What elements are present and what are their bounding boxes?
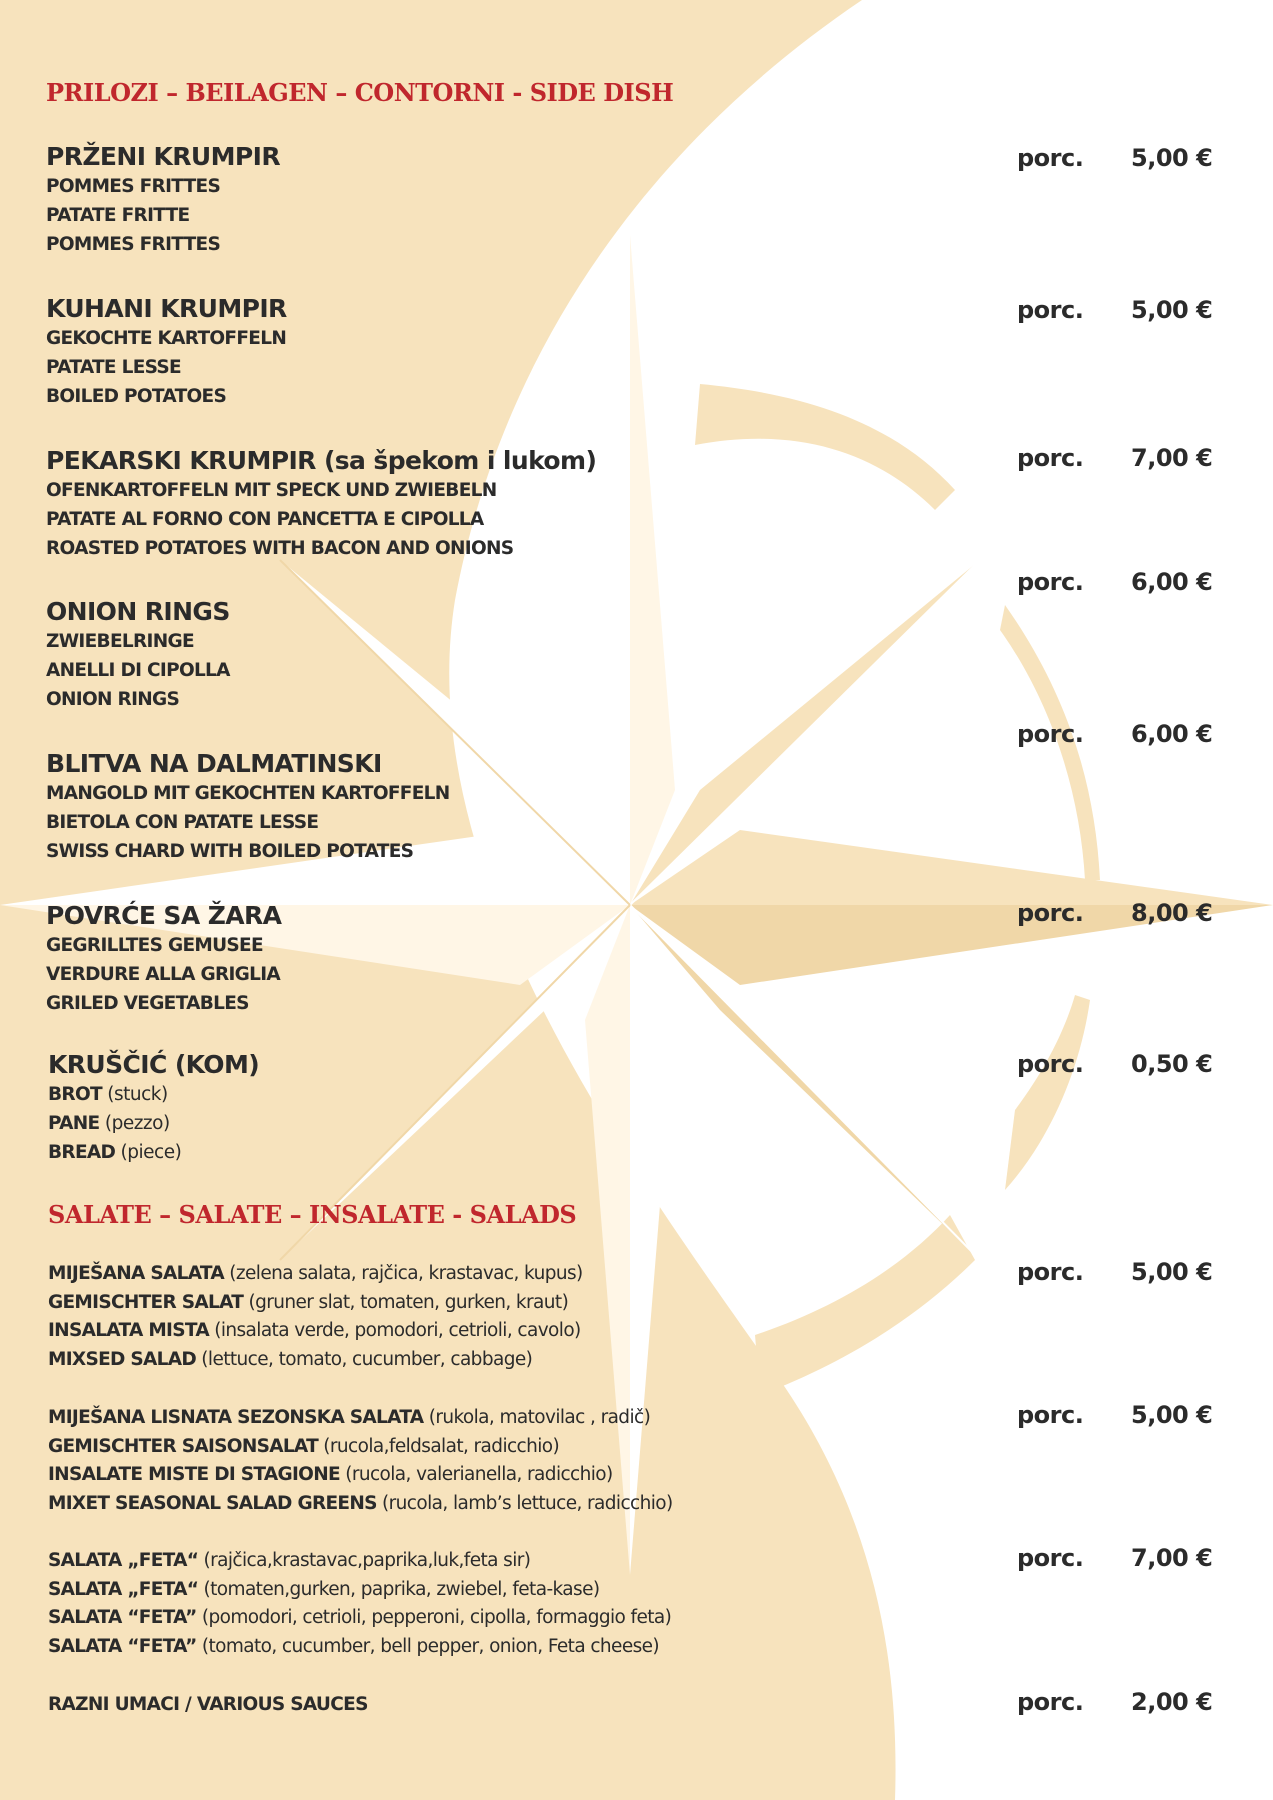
salad-line: SALATA „FETA“ (rajčica,krastavac,paprika,luk,feta sir) bbox=[48, 1550, 531, 1571]
item-name: PRŽENI KRUMPIR bbox=[46, 142, 280, 171]
item-translation: GEGRILLTES GEMUSEE bbox=[46, 935, 263, 956]
item-price: 8,00 € bbox=[1131, 899, 1213, 927]
salad-line: RAZNI UMACI / VARIOUS SAUCES bbox=[48, 1694, 368, 1715]
section-title-salads: SALATE – SALATE – INSALATE - SALADS bbox=[48, 1200, 577, 1229]
sauces-item bbox=[48, 1691, 368, 1720]
salad-line: GEMISCHTER SAISONSALAT (rucola,feldsalat, radicchio) bbox=[48, 1435, 560, 1457]
menu-item bbox=[46, 294, 287, 411]
salad-item bbox=[48, 1260, 583, 1375]
item-price: 6,00 € bbox=[1131, 568, 1213, 596]
item-unit: porc. bbox=[1017, 1401, 1084, 1429]
item-translation: PATATE AL FORNO CON PANCETTA E CIPOLLA bbox=[46, 509, 484, 530]
item-unit: porc. bbox=[1017, 568, 1084, 596]
item-price: 5,00 € bbox=[1131, 1258, 1213, 1286]
item-translation: GEKOCHTE KARTOFFELN bbox=[46, 328, 287, 349]
salad-line: MIXET SEASONAL SALAD GREENS (rucola, lamb’s lettuce, radicchio) bbox=[48, 1493, 673, 1515]
salad-line: MIXSED SALAD (lettuce, tomato, cucumber, cabbage) bbox=[48, 1349, 533, 1371]
item-price: 7,00 € bbox=[1131, 444, 1213, 472]
item-unit: porc. bbox=[1017, 444, 1084, 472]
item-translation: GRILED VEGETABLES bbox=[46, 993, 249, 1014]
item-translation: PATATE FRITTE bbox=[46, 205, 190, 226]
item-price: 5,00 € bbox=[1131, 1401, 1213, 1429]
item-price: 6,00 € bbox=[1131, 720, 1213, 748]
item-translation: OFENKARTOFFELN MIT SPECK UND ZWIEBELN bbox=[46, 480, 497, 501]
item-price: 2,00 € bbox=[1131, 1688, 1213, 1716]
item-unit: porc. bbox=[1017, 1050, 1084, 1078]
salad-line: INSALATE MISTE DI STAGIONE (rucola, valerianella, radicchio) bbox=[48, 1464, 613, 1486]
salad-item bbox=[48, 1404, 673, 1519]
item-name: ONION RINGS bbox=[46, 597, 230, 626]
salad-line: INSALATA MISTA (insalata verde, pomodori, cetrioli, cavolo) bbox=[48, 1320, 581, 1342]
item-unit: porc. bbox=[1017, 296, 1084, 324]
item-translation: BOILED POTATOES bbox=[46, 386, 227, 407]
salad-item bbox=[48, 1547, 671, 1662]
item-translation: ROASTED POTATOES WITH BACON AND ONIONS bbox=[46, 538, 514, 559]
item-translation: POMMES FRITTES bbox=[46, 176, 221, 197]
item-translation: BIETOLA CON PATATE LESSE bbox=[46, 812, 319, 833]
menu-item bbox=[48, 1050, 259, 1167]
item-translation: PANE (pezzo) bbox=[48, 1113, 170, 1134]
item-name: BLITVA NA DALMATINSKI bbox=[46, 749, 382, 778]
item-unit: porc. bbox=[1017, 720, 1084, 748]
item-name: KRUŠČIĆ (KOM) bbox=[48, 1050, 260, 1079]
item-price: 5,00 € bbox=[1131, 144, 1213, 172]
menu-item bbox=[46, 749, 450, 866]
item-unit: porc. bbox=[1017, 1258, 1084, 1286]
salad-line: SALATA “FETA” (tomato, cucumber, bell pepper, onion, Feta cheese) bbox=[48, 1636, 660, 1658]
menu-item bbox=[46, 597, 230, 714]
section-title-side-dish: PRILOZI – BEILAGEN – CONTORNI - SIDE DISH bbox=[46, 78, 674, 107]
salad-line: MIJEŠANA SALATA (zelena salata, rajčica, krastavac, kupus) bbox=[48, 1263, 583, 1284]
item-translation: BROT (stuck) bbox=[48, 1084, 168, 1105]
menu-item bbox=[46, 901, 281, 1018]
item-name: POVRĆE SA ŽARA bbox=[46, 901, 282, 930]
item-unit: porc. bbox=[1017, 899, 1084, 927]
item-name: PEKARSKI KRUMPIR (sa špekom i lukom) bbox=[46, 446, 597, 475]
item-translation: VERDURE ALLA GRIGLIA bbox=[46, 964, 281, 985]
salad-line: MIJEŠANA LISNATA SEZONSKA SALATA (rukola, matovilac , radič) bbox=[48, 1407, 651, 1428]
item-unit: porc. bbox=[1017, 1688, 1084, 1716]
item-price: 5,00 € bbox=[1131, 296, 1213, 324]
item-unit: porc. bbox=[1017, 144, 1084, 172]
salad-line: GEMISCHTER SALAT (gruner slat, tomaten, gurken, kraut) bbox=[48, 1291, 569, 1313]
item-unit: porc. bbox=[1017, 1544, 1084, 1572]
item-translation: POMMES FRITTES bbox=[46, 234, 221, 255]
item-translation: ONION RINGS bbox=[46, 689, 180, 710]
item-price: 0,50 € bbox=[1131, 1050, 1213, 1078]
item-price: 7,00 € bbox=[1131, 1544, 1213, 1572]
item-translation: ZWIEBELRINGE bbox=[46, 631, 194, 652]
item-name: KUHANI KRUMPIR bbox=[46, 294, 287, 323]
item-translation: BREAD (piece) bbox=[48, 1142, 182, 1163]
salad-line: SALATA “FETA” (pomodori, cetrioli, pepperoni, cipolla, formaggio feta) bbox=[48, 1607, 672, 1629]
menu-item bbox=[46, 446, 596, 563]
item-translation: SWISS CHARD WITH BOILED POTATES bbox=[46, 841, 414, 862]
item-translation: PATATE LESSE bbox=[46, 357, 181, 378]
salad-line: SALATA „FETA“ (tomaten,gurken, paprika, zwiebel, feta-kase) bbox=[48, 1578, 600, 1600]
menu-item bbox=[46, 142, 280, 259]
item-translation: ANELLI DI CIPOLLA bbox=[46, 660, 230, 681]
item-translation: MANGOLD MIT GEKOCHTEN KARTOFFELN bbox=[46, 783, 450, 804]
